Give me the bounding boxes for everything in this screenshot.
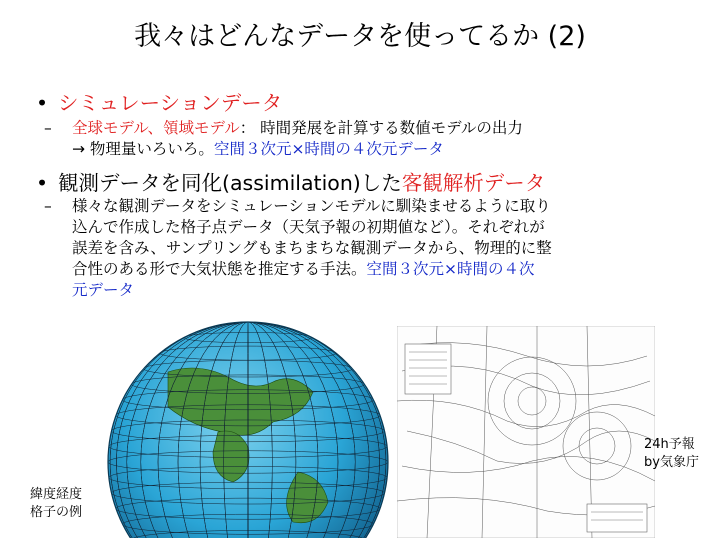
bullet-analysis-label: 観測データを同化(assimilation)した (58, 171, 402, 195)
assim-line-4: 合性のある形で大気状態を推定する手法。 (72, 260, 367, 278)
assim-blue-2: 元データ (72, 281, 135, 299)
globe-caption (30, 486, 82, 522)
sub-marker-2: – (44, 197, 52, 215)
arrow-icon: → (72, 140, 85, 158)
bullet-simulation-label: シミュレーションデータ (58, 91, 283, 115)
bullet-marker-2: • (36, 171, 49, 195)
bullet-analysis-red: 客観解析データ (401, 171, 546, 195)
models-text-2: 物理量いろいろ。 (85, 140, 214, 158)
models-blue-text: 空間３次元×時間の４次元データ (213, 140, 444, 158)
slide-title: 我々はどんなデータを使ってるか (2) (134, 21, 586, 52)
assim-line-2: 込んで作成した格子点データ（天気予報の初期値など）。それぞれが (72, 218, 545, 236)
bullet-analysis (36, 166, 545, 196)
models-text: ： 時間発展を計算する数値モデルの出力 (239, 119, 523, 137)
bullet-marker: • (36, 91, 49, 115)
globe-caption-line-1: 緯度経度 (30, 487, 83, 502)
globe-caption-line-2: 格子の例 (30, 505, 83, 520)
map-caption-line-1: 24h予報 (644, 437, 695, 452)
sub-bullet-models (44, 118, 523, 160)
assim-line-1: 様々な観測データをシミュレーションモデルに馴染ませるように取り (72, 197, 551, 215)
globe-grid-image (98, 312, 404, 538)
assim-line-3: 誤差を含み、サンプリングもまちまちな観測データから、物理的に整 (72, 239, 552, 257)
models-red-label: 全球モデル、領域モデル (72, 119, 240, 137)
weather-map-image (397, 326, 655, 538)
sub-marker: – (44, 119, 52, 137)
assim-blue-1: 空間３次元×時間の４次 (366, 260, 535, 278)
map-caption (644, 436, 716, 472)
map-caption-line-2: by気象庁 (644, 455, 699, 470)
bullet-simulation (36, 86, 282, 116)
sub-bullet-assimilation (44, 196, 692, 301)
